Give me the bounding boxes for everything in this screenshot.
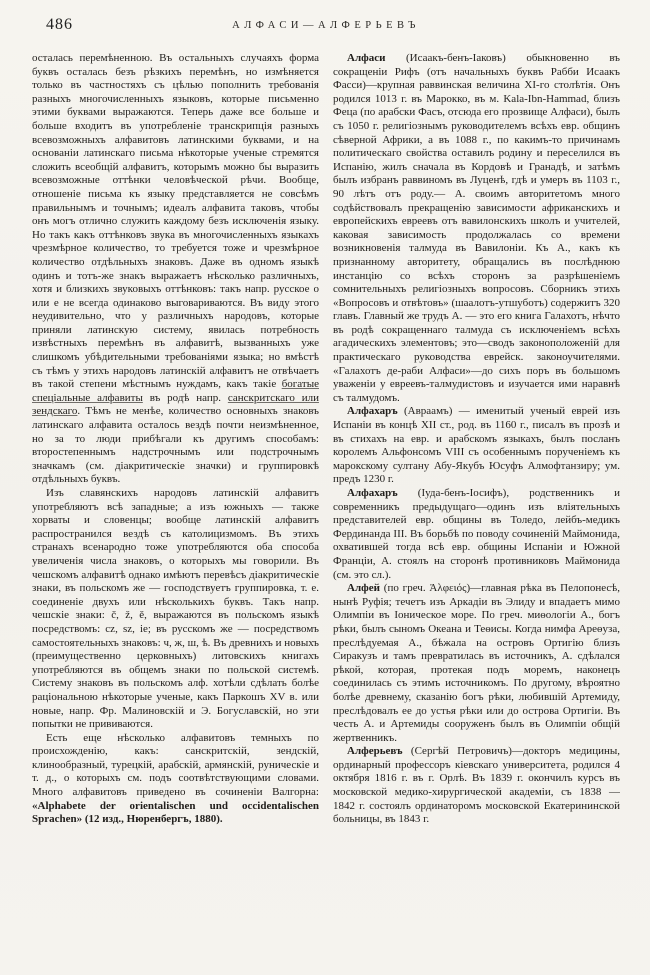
article-alfahar-iuda — [333, 487, 620, 582]
marked-text: санскритскаго или зендскаго — [32, 391, 319, 418]
marked-text: богатые спеціальные алфавиты — [32, 378, 319, 404]
text-segment: въ родѣ напр. — [142, 391, 228, 404]
paragraph — [32, 732, 319, 827]
page-header — [32, 14, 620, 42]
text-segment: . Тѣмъ не менѣе, количество основныхъ знаковъ латинскаго алфавита осталось вездѣ почти неизмѣненное, но за то люди прибѣгали къ другимъ способамъ: второстепеннымъ надстрочнымъ или подстрочнымъ значкамъ (см. діакритическіе значки) и группировкѣ отдѣльныхъ буквъ. — [32, 405, 319, 486]
article-text: (Іуда-бенъ-Іосифъ), родственникъ и современникъ предыдущаго—одинъ изъ вліятельныхъ представителей евр. общины въ Толедо, лейбъ-медикъ Фердинанда III. Въ борьбѣ по поводу сочиненій Маймонида, охватившей тогда всѣ евр. общины Испаніи и Южной Франціи, А. стоялъ на сторонѣ противниковъ Маймонида (см. это сл.). — [333, 487, 620, 581]
marked-text: «Alphabete der orientalischen und occidentalischen Sprachen» (12 изд., Нюренбергъ, 1880). — [32, 799, 319, 826]
article-alfei — [333, 582, 620, 745]
text-segment: осталась перемѣненною. Въ остальныхъ случаяхъ форма буквъ осталась безъ рѣзкихъ перемѣнъ, но измѣняется только въ частностяхъ съ цѣлью пополнить требованія разныхъ многочисленныхъ языковъ, которые письменно этими буквами выражаются. Теперь даже все больше и больше входитъ въ употребленіе транскрипція разныхъ всевозможныхъ алфавитовъ латинскими буквами, и на основаніи латинскаго письма нѣкоторые ученые стремятся сложить всеобщій алфавитъ, которымъ можно бы выразить всевозможные оттѣнки человѣческой рѣчи. Вообще, отношеніе письма къ языку представляется не совсѣмъ правильнымъ и точнымъ; идеалъ алфавита таковъ, чтобы онъ могъ отлично служить каждому безъ исключенія языку. Но такъ какъ оттѣнковъ звука въ многочисленныхъ языкахъ чрезмѣрное количество, то требуется тоже и чрезмѣрное количество отдѣльныхъ знаковъ. Даже въ одномъ языкѣ одинъ и тотъ-же знакъ выражаетъ нѣсколько различныхъ, хотя и близкихъ звуковыхъ оттѣнковъ: такъ напр. русское о или е не всегда одинаково выговариваются. Въ виду этого неудивительно, что у различныхъ народовъ, которые приняли латинскую систему, явилась потребность извѣстныхъ перемѣнъ въ алфавитѣ, вызванныхъ уже слишкомъ убѣдительными требованіями языка; но вмѣстѣ съ тѣмъ у этихъ народовъ латинскій алфавитъ не отвѣчаетъ въ такой степени мѣстнымъ нуждамъ, какъ такіе — [32, 52, 319, 391]
article-alfasi — [333, 52, 620, 405]
article-text: (Авраамъ) — именитый ученый еврей изъ Испаніи въ концѣ XII ст., род. въ 1160 г., писалъ въ прозѣ и въ стихахъ на евр. и арабскомъ языкахъ, былъ посланъ королемъ Альфонсомъ VIII съ особеннымъ порученіемъ къ марокскому султану Абу-Якубъ Юсуфъ Алмофтанзиру; ум. предъ 1230 г. — [333, 405, 620, 486]
article-headword: Алфахаръ — [347, 487, 398, 499]
article-headword: Алферьевъ — [347, 745, 403, 758]
article-text: (Сергѣй Петровичъ)—докторъ медицины, ординарный профессоръ кіевскаго университета, родился 4 октября 1816 г. въ г. Орлѣ. Въ 1839 г. окончилъ курсъ въ московской медико-хирургической академіи, съ 1838 — 1842 г. состоялъ ординаторомъ московской Екатерининской больницы, въ 1843 г. — [333, 745, 620, 826]
article-headword: Алфей — [347, 582, 380, 595]
running-title: АЛФАСИ—АЛФЕРЬЕВЪ — [232, 20, 420, 31]
text-segment: Есть еще нѣсколько алфавитовъ темныхъ по происхожденію, какъ: санскритскій, зендскій, клинообразный, турецкій, арабскій, армянскій, руническіе и т. д., о которыхъ см. подъ соотвѣтствующими словами. Много алфавитовъ приведено въ сочиненіи Валгорна: — [32, 731, 319, 799]
text-columns — [32, 52, 620, 957]
article-text: (по греч. Ἀλφειός)—главная рѣка въ Пелопонесѣ, нынѣ Руфія; течетъ изъ Аркадіи въ Элиду и впадаетъ мимо Олимпіи въ Іоническое море. По греч. миѳологіи А., богъ рѣки, былъ сыномъ Океана и Теѳисы. Когда нимфа Ареѳуза, преслѣдуемая А., бѣжала на островъ Ортигію близъ Сиракузъ и тамъ превратилась въ источникъ, А. сдѣлался рѣкой, которая, протекая подъ моремъ, наконецъ соединилась съ этимъ источникомъ. По другому, вѣроятно болѣе древнему, сказанію богъ рѣки, любившій Артемиду, преслѣдовалъ ее до устья рѣки или до острова Ортигіи. Въ честь А. и Артемиды сооруженъ былъ въ Олимпіи общій жертвенникъ. — [333, 582, 620, 744]
left-column — [32, 52, 319, 957]
paragraph-continuation — [32, 52, 319, 487]
right-column — [333, 52, 620, 957]
page-number: 486 — [46, 16, 73, 33]
article-alferev — [333, 745, 620, 827]
article-alfahar-avraam — [333, 405, 620, 487]
article-headword: Алфаси — [347, 52, 386, 64]
article-headword: Алфахаръ — [347, 405, 398, 418]
article-text: (Исаакъ-бенъ-Іаковъ) обыкновенно въ сокращеніи Рифъ (отъ начальныхъ буквъ Рабби Исаакъ Фасси)—крупная раввинская величина XI-го столѣтія. Онъ родился 1013 г. въ Марокко, въ м. Kala-Ibn-Hammad, близъ Феца (по арабски Фасъ, отсюда его прозвище Алфаси), былъ съ 1050 г. религіознымъ руководителемъ всѣхъ евр. общинъ сѣверной Африки, а въ 1088 г., по какимъ-то причинамъ политическаго свойства оставилъ родину и переселился въ Испанію, жилъ сначала въ Кордовѣ и Гранадѣ, и затѣмъ былъ избранъ раввиномъ въ Луценѣ, гдѣ и умеръ въ 1103 г., 90 лѣтъ отъ роду.— А. своимъ авторитетомъ много содѣйствовалъ прекращенію зависимости африканскихъ и европейскихъ евреевъ отъ вавилонскихъ школъ и учителей, каковая зависимость продолжалась со времени возникновенія талмуда въ Вавилоніи. Къ А., какъ къ признанному авторитету, обращались въ послѣднюю инстанцію со всѣхъ сторонъ за разрѣшеніемъ сомнительныхъ религіозныхъ вопросовъ. Сборникъ этихъ «Вопросовъ и отвѣтовъ» (шаалотъ-утшуботъ) содержитъ 320 главъ. Главный же трудъ А. — это его книга Галахотъ, нѣчто въ родѣ сокращеннаго талмуда съ исключеніемъ всѣхъ агадическихъ элементовъ; это—сводъ законоположеній для практическаго руководства еврейск. законоучителями. «Галахотъ де-раби Алфаси»—до сихъ поръ въ большомъ уваженіи у евреевъ-талмудистовъ и изучается ими наравнѣ съ талмудомъ. — [333, 52, 620, 404]
paragraph: Изъ славянскихъ народовъ латинскій алфавитъ употребляютъ всѣ западные; а изъ южныхъ — также хорваты и словенцы; вообще латинскій алфавитъ распространился вездѣ съ католицизмомъ. Въ этихъ странахъ всенародно тоже употребляются оба способа увеличенія числа знаковъ, о которыхъ мы говорили. Въ чешскомъ алфавитѣ однако имѣютъ перевѣсъ діакритическіе знаки, въ польскомъ же — господствуетъ группировка, т. е. соединеніе двухъ или нѣсколькихъ буквъ. Такъ напр. чешскіе знаки: č, ž, ě, выражаются въ польскомъ языкѣ посредствомъ: cz, sz, ie; въ русскомъ же — посредствомъ самостоятельныхъ знаковъ: ч, ж, ш, ѣ. Въ древнихъ и новыхъ (преимущественно церковныхъ) литовскихъ книгахъ употребляются въ общемъ знаки по польской системѣ. Систему знаковъ въ польскомъ алф. хотѣли сдѣлать болѣе раціональною нѣкоторые ученые, какъ Паркошъ XV в. или новые, напр. Фр. Малиновскій и Э. Богуславскій, но эти попытки не прививаются. — [32, 487, 319, 731]
